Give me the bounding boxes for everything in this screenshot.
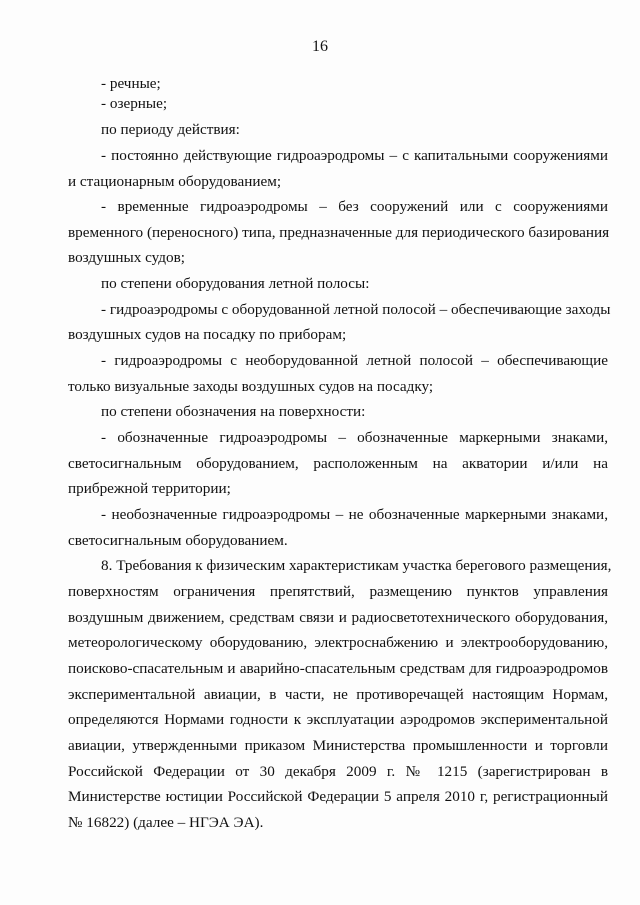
text-line: - озерные; bbox=[101, 95, 168, 112]
page-number: 16 bbox=[312, 38, 328, 55]
text-line: светосигнальным оборудованием, расположенным на акватории и/или на bbox=[68, 455, 608, 472]
text-line: № 16822) (далее – НГЭА ЭА). bbox=[68, 814, 264, 831]
text-line: поисково-спасательным и аварийно-спасательным средствам для гидроаэродромов bbox=[68, 660, 608, 677]
text-line: Министерстве юстиции Российской Федерации 5 апреля 2010 г, регистрационный bbox=[68, 788, 608, 805]
text-line: по степени обозначения на поверхности: bbox=[101, 403, 366, 420]
text-line: - обозначенные гидроаэродромы – обозначенные маркерными знаками, bbox=[101, 429, 608, 446]
text-line: - гидроаэродромы с необорудованной летной полосой – обеспечивающие bbox=[101, 352, 608, 369]
text-line: - гидроаэродромы с оборудованной летной полосой – обеспечивающие заходы bbox=[101, 301, 611, 318]
text-line: воздушных судов; bbox=[68, 249, 186, 266]
text-line: Российской Федерации от 30 декабря 2009 г. № 1215 (зарегистрирован в bbox=[68, 763, 608, 780]
text-line: поверхностям ограничения препятствий, размещению пунктов управления bbox=[68, 583, 608, 600]
text-line: прибрежной территории; bbox=[68, 480, 231, 497]
text-line: по степени оборудования летной полосы: bbox=[101, 275, 370, 292]
text-line: по периоду действия: bbox=[101, 121, 240, 138]
text-line: и стационарным оборудованием; bbox=[68, 173, 282, 190]
text-line: определяются Нормами годности к эксплуатации аэродромов экспериментальной bbox=[68, 711, 608, 728]
text-line: - необозначенные гидроаэродромы – не обозначенные маркерными знаками, bbox=[101, 506, 608, 523]
text-line: авиации, утвержденными приказом Министерства промышленности и торговли bbox=[68, 737, 608, 754]
text-line: светосигнальным оборудованием. bbox=[68, 532, 288, 549]
text-line: только визуальные заходы воздушных судов на посадку; bbox=[68, 378, 434, 395]
text-line: - постоянно действующие гидроаэродромы – с капитальными сооружениями bbox=[101, 147, 608, 164]
text-line: временного (переносного) типа, предназначенные для периодического базирования bbox=[68, 224, 610, 241]
text-line: воздушным движением, средствам связи и радиосветотехнического оборудования, bbox=[68, 609, 608, 626]
text-line: 8. Требования к физическим характеристикам участка берегового размещения, bbox=[101, 557, 612, 574]
text-line: - временные гидроаэродромы – без сооружений или с сооружениями bbox=[101, 198, 608, 215]
text-line: - речные; bbox=[101, 75, 161, 92]
text-line: экспериментальной авиации, в части, не противоречащей настоящим Нормам, bbox=[68, 686, 608, 703]
text-line: метеорологическому оборудованию, электроснабжению и электрооборудованию, bbox=[68, 634, 608, 651]
text-line: воздушных судов на посадку по приборам; bbox=[68, 326, 347, 343]
